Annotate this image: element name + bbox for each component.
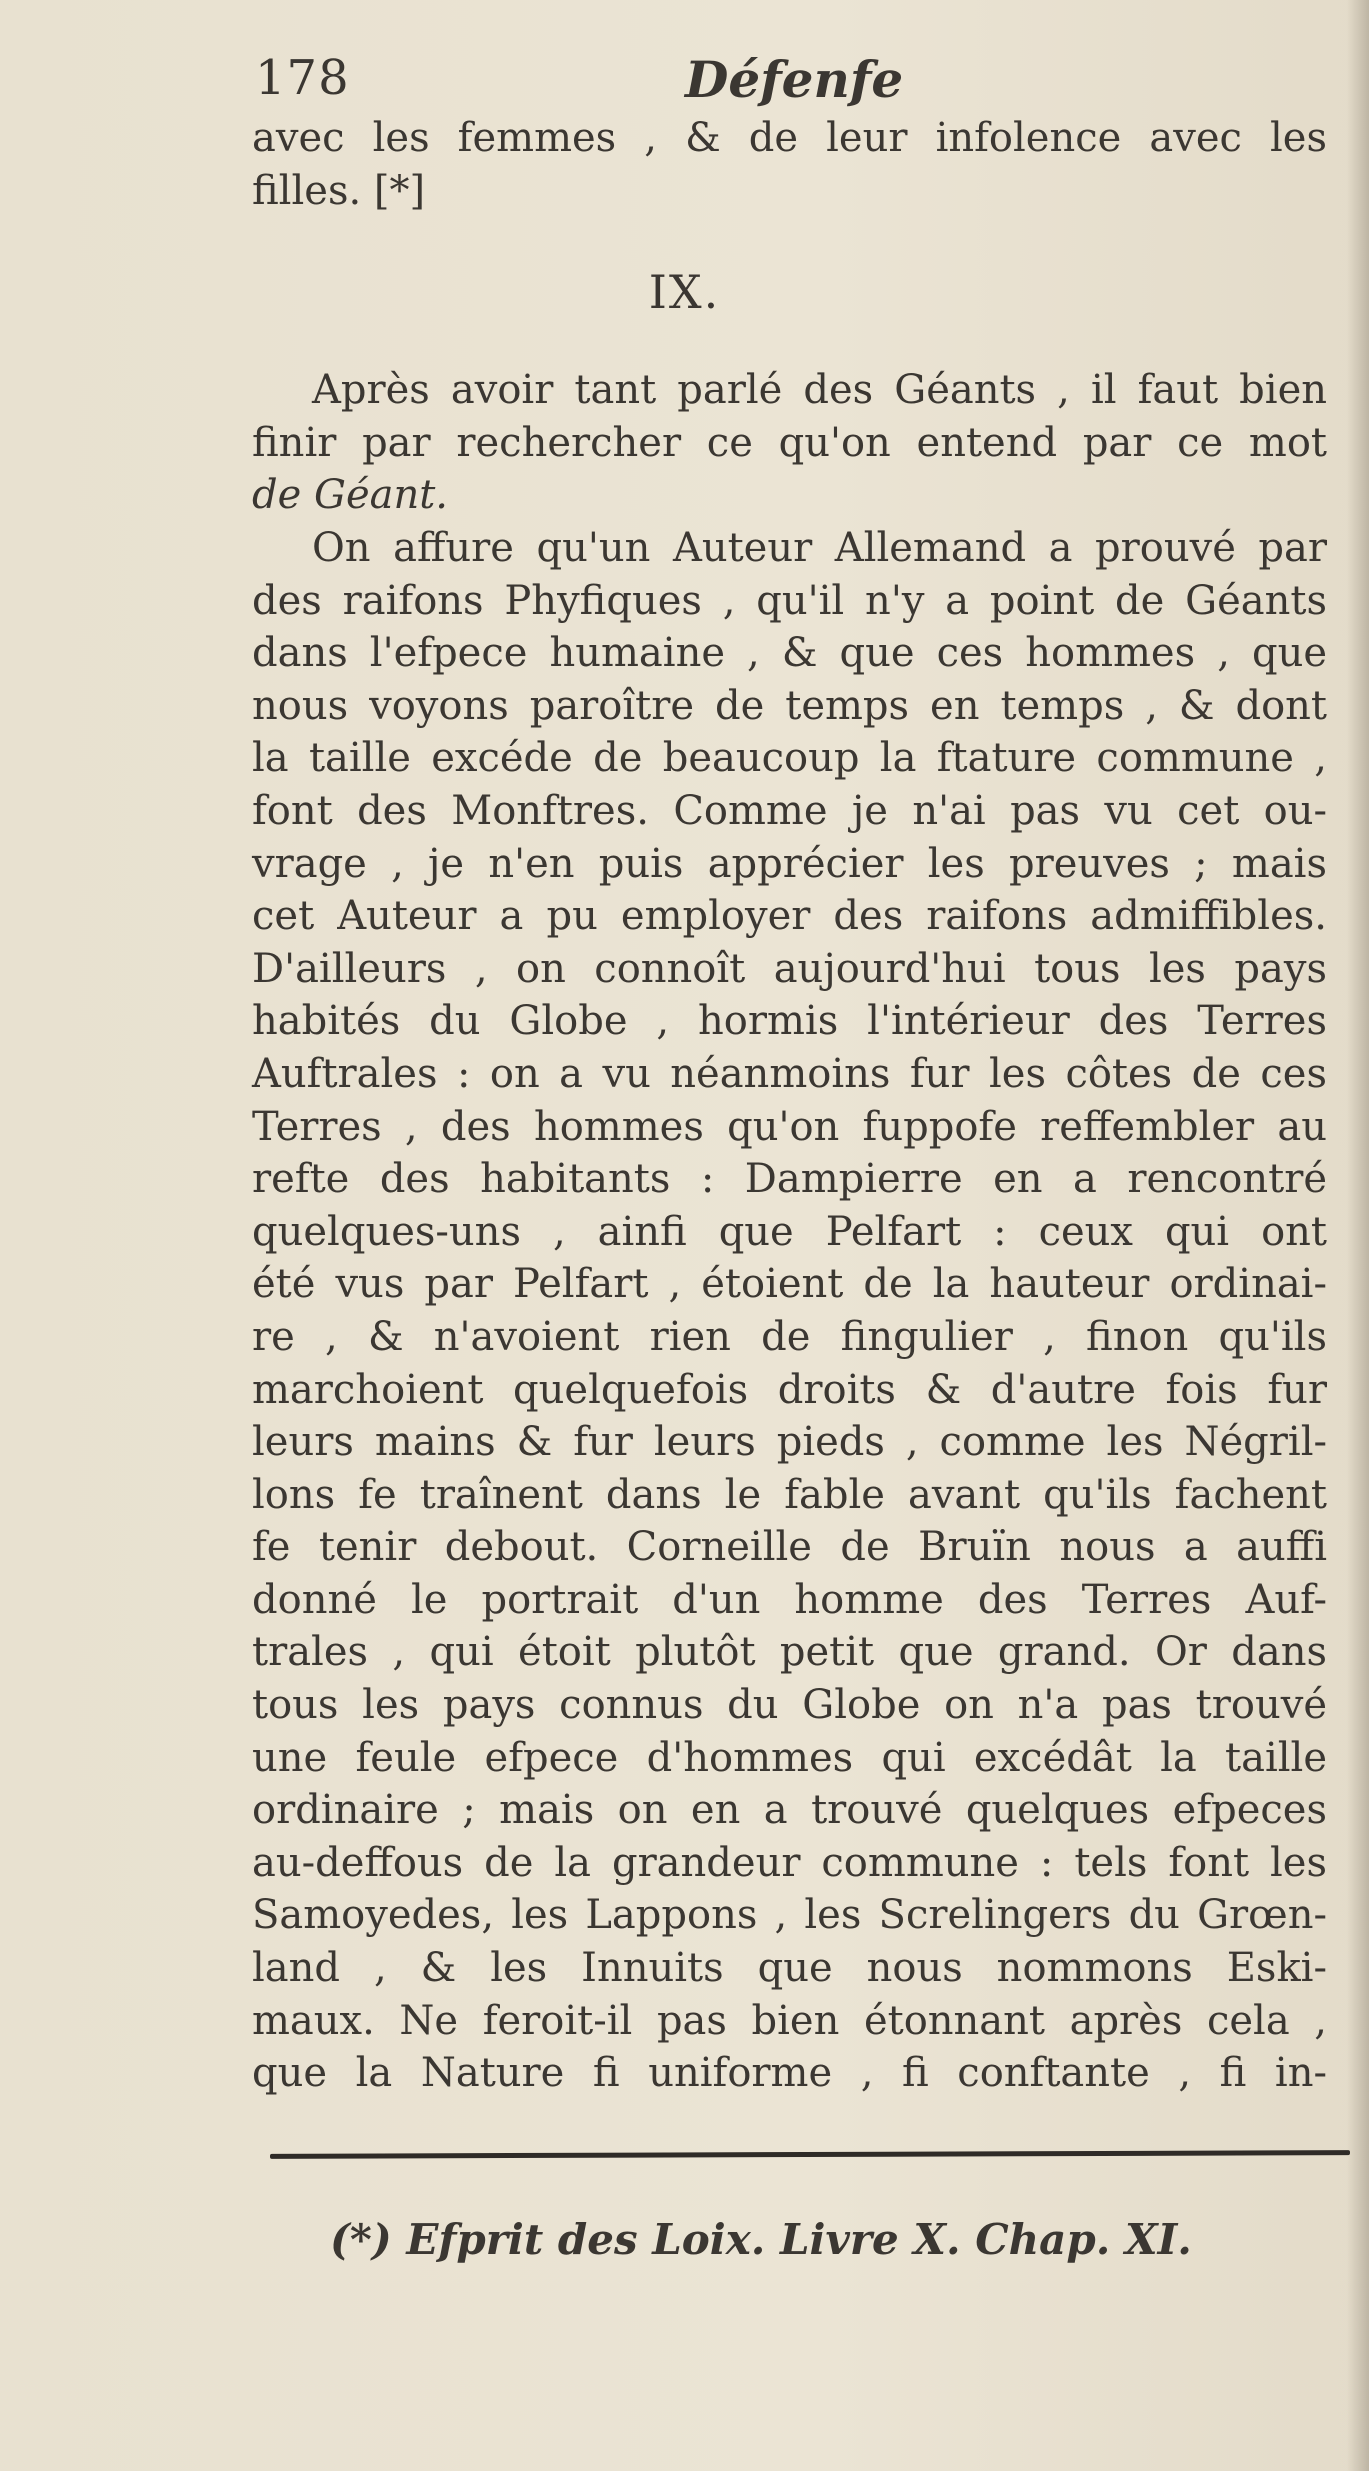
text-line: maux. Ne feroit-il pas bien étonnant après cela , bbox=[252, 1997, 1327, 2044]
text-line: leurs mains & fur leurs pieds , comme les Négril- bbox=[252, 1419, 1327, 1466]
running-title: Défenfe bbox=[685, 50, 904, 109]
text-line: land , & les Innuits que nous nommons Eski- bbox=[252, 1945, 1327, 1992]
text-line: que la Nature fi uniforme , fi conftante , fi in- bbox=[252, 2050, 1327, 2097]
text-line: nous voyons paroître de temps en temps , & dont bbox=[252, 682, 1327, 729]
text-line: ordinaire ; mais on en a trouvé quelques efpeces bbox=[252, 1787, 1327, 1834]
text-line: Après avoir tant parlé des Géants , il faut bien bbox=[312, 367, 1327, 413]
text-line: re , & n'avoient rien de fingulier , finon qu'ils bbox=[252, 1313, 1327, 1360]
text-line: de Géant. bbox=[252, 472, 449, 519]
text-line: vrage , je n'en puis apprécier les preuves ; mais bbox=[252, 840, 1327, 887]
text-line: au-deffous de la grandeur commune : tels font les bbox=[252, 1839, 1327, 1886]
text-line: dans l'efpece humaine , & que ces hommes , que bbox=[252, 630, 1327, 677]
text-line: Terres , des hommes qu'on fuppofe reffembler au bbox=[252, 1103, 1327, 1150]
text-line: la taille excéde de beaucoup la ftature commune , bbox=[252, 735, 1327, 782]
text-line: On affure qu'un Auteur Allemand a prouvé par bbox=[312, 525, 1327, 571]
text-line: filles. [*] bbox=[252, 167, 426, 214]
text-line: des raifons Phyfiques , qu'il n'y a point de Géants bbox=[252, 577, 1327, 624]
section-number: IX. bbox=[648, 265, 721, 319]
page-number: 178 bbox=[255, 50, 350, 106]
text-line: Samoyedes, les Lappons , les Screlingers du Grœn- bbox=[252, 1892, 1327, 1939]
continuation-paragraph bbox=[252, 112, 1327, 217]
text-line: trales , qui étoit plutôt petit que grand. Or dans bbox=[252, 1629, 1327, 1676]
text-line: D'ailleurs , on connoît aujourd'hui tous les pays bbox=[252, 945, 1327, 992]
text-line: habités du Globe , hormis l'intérieur des Terres bbox=[252, 998, 1327, 1045]
text-line: Auftrales : on a vu néanmoins fur les côtes de ces bbox=[252, 1050, 1327, 1097]
footnote-rule bbox=[270, 2150, 1350, 2159]
text-line: font des Monftres. Comme je n'ai pas vu cet ou- bbox=[252, 787, 1327, 834]
text-line: cet Auteur a pu employer des raifons admiffibles. bbox=[252, 893, 1327, 940]
text-line: une feule efpece d'hommes qui excédât la taille bbox=[252, 1734, 1327, 1781]
text-line: tous les pays connus du Globe on n'a pas trouvé bbox=[252, 1682, 1327, 1729]
footnote: (*) Efprit des Loix. Livre X. Chap. XI. bbox=[330, 2215, 1192, 2264]
text-line: fe tenir debout. Corneille de Bruïn nous a auffi bbox=[252, 1524, 1327, 1571]
text-line: marchoient quelquefois droits & d'autre fois fur bbox=[252, 1366, 1327, 1413]
section-intro-paragraph bbox=[252, 364, 1327, 522]
text-line: finir par rechercher ce qu'on entend par ce mot bbox=[252, 419, 1327, 466]
text-line: été vus par Pelfart , étoient de la hauteur ordinai- bbox=[252, 1261, 1327, 1308]
text-line: lons fe traînent dans le fable avant qu'ils fachent bbox=[252, 1471, 1327, 1518]
text-line: donné le portrait d'un homme des Terres Auf- bbox=[252, 1576, 1327, 1623]
text-line: refte des habitants : Dampierre en a rencontré bbox=[252, 1156, 1327, 1203]
text-line: quelques-uns , ainfi que Pelfart : ceux qui ont bbox=[252, 1208, 1327, 1255]
main-paragraph bbox=[252, 522, 1327, 2100]
page-header bbox=[255, 50, 1335, 120]
text-line: avec les femmes , & de leur infolence avec les bbox=[252, 115, 1327, 161]
